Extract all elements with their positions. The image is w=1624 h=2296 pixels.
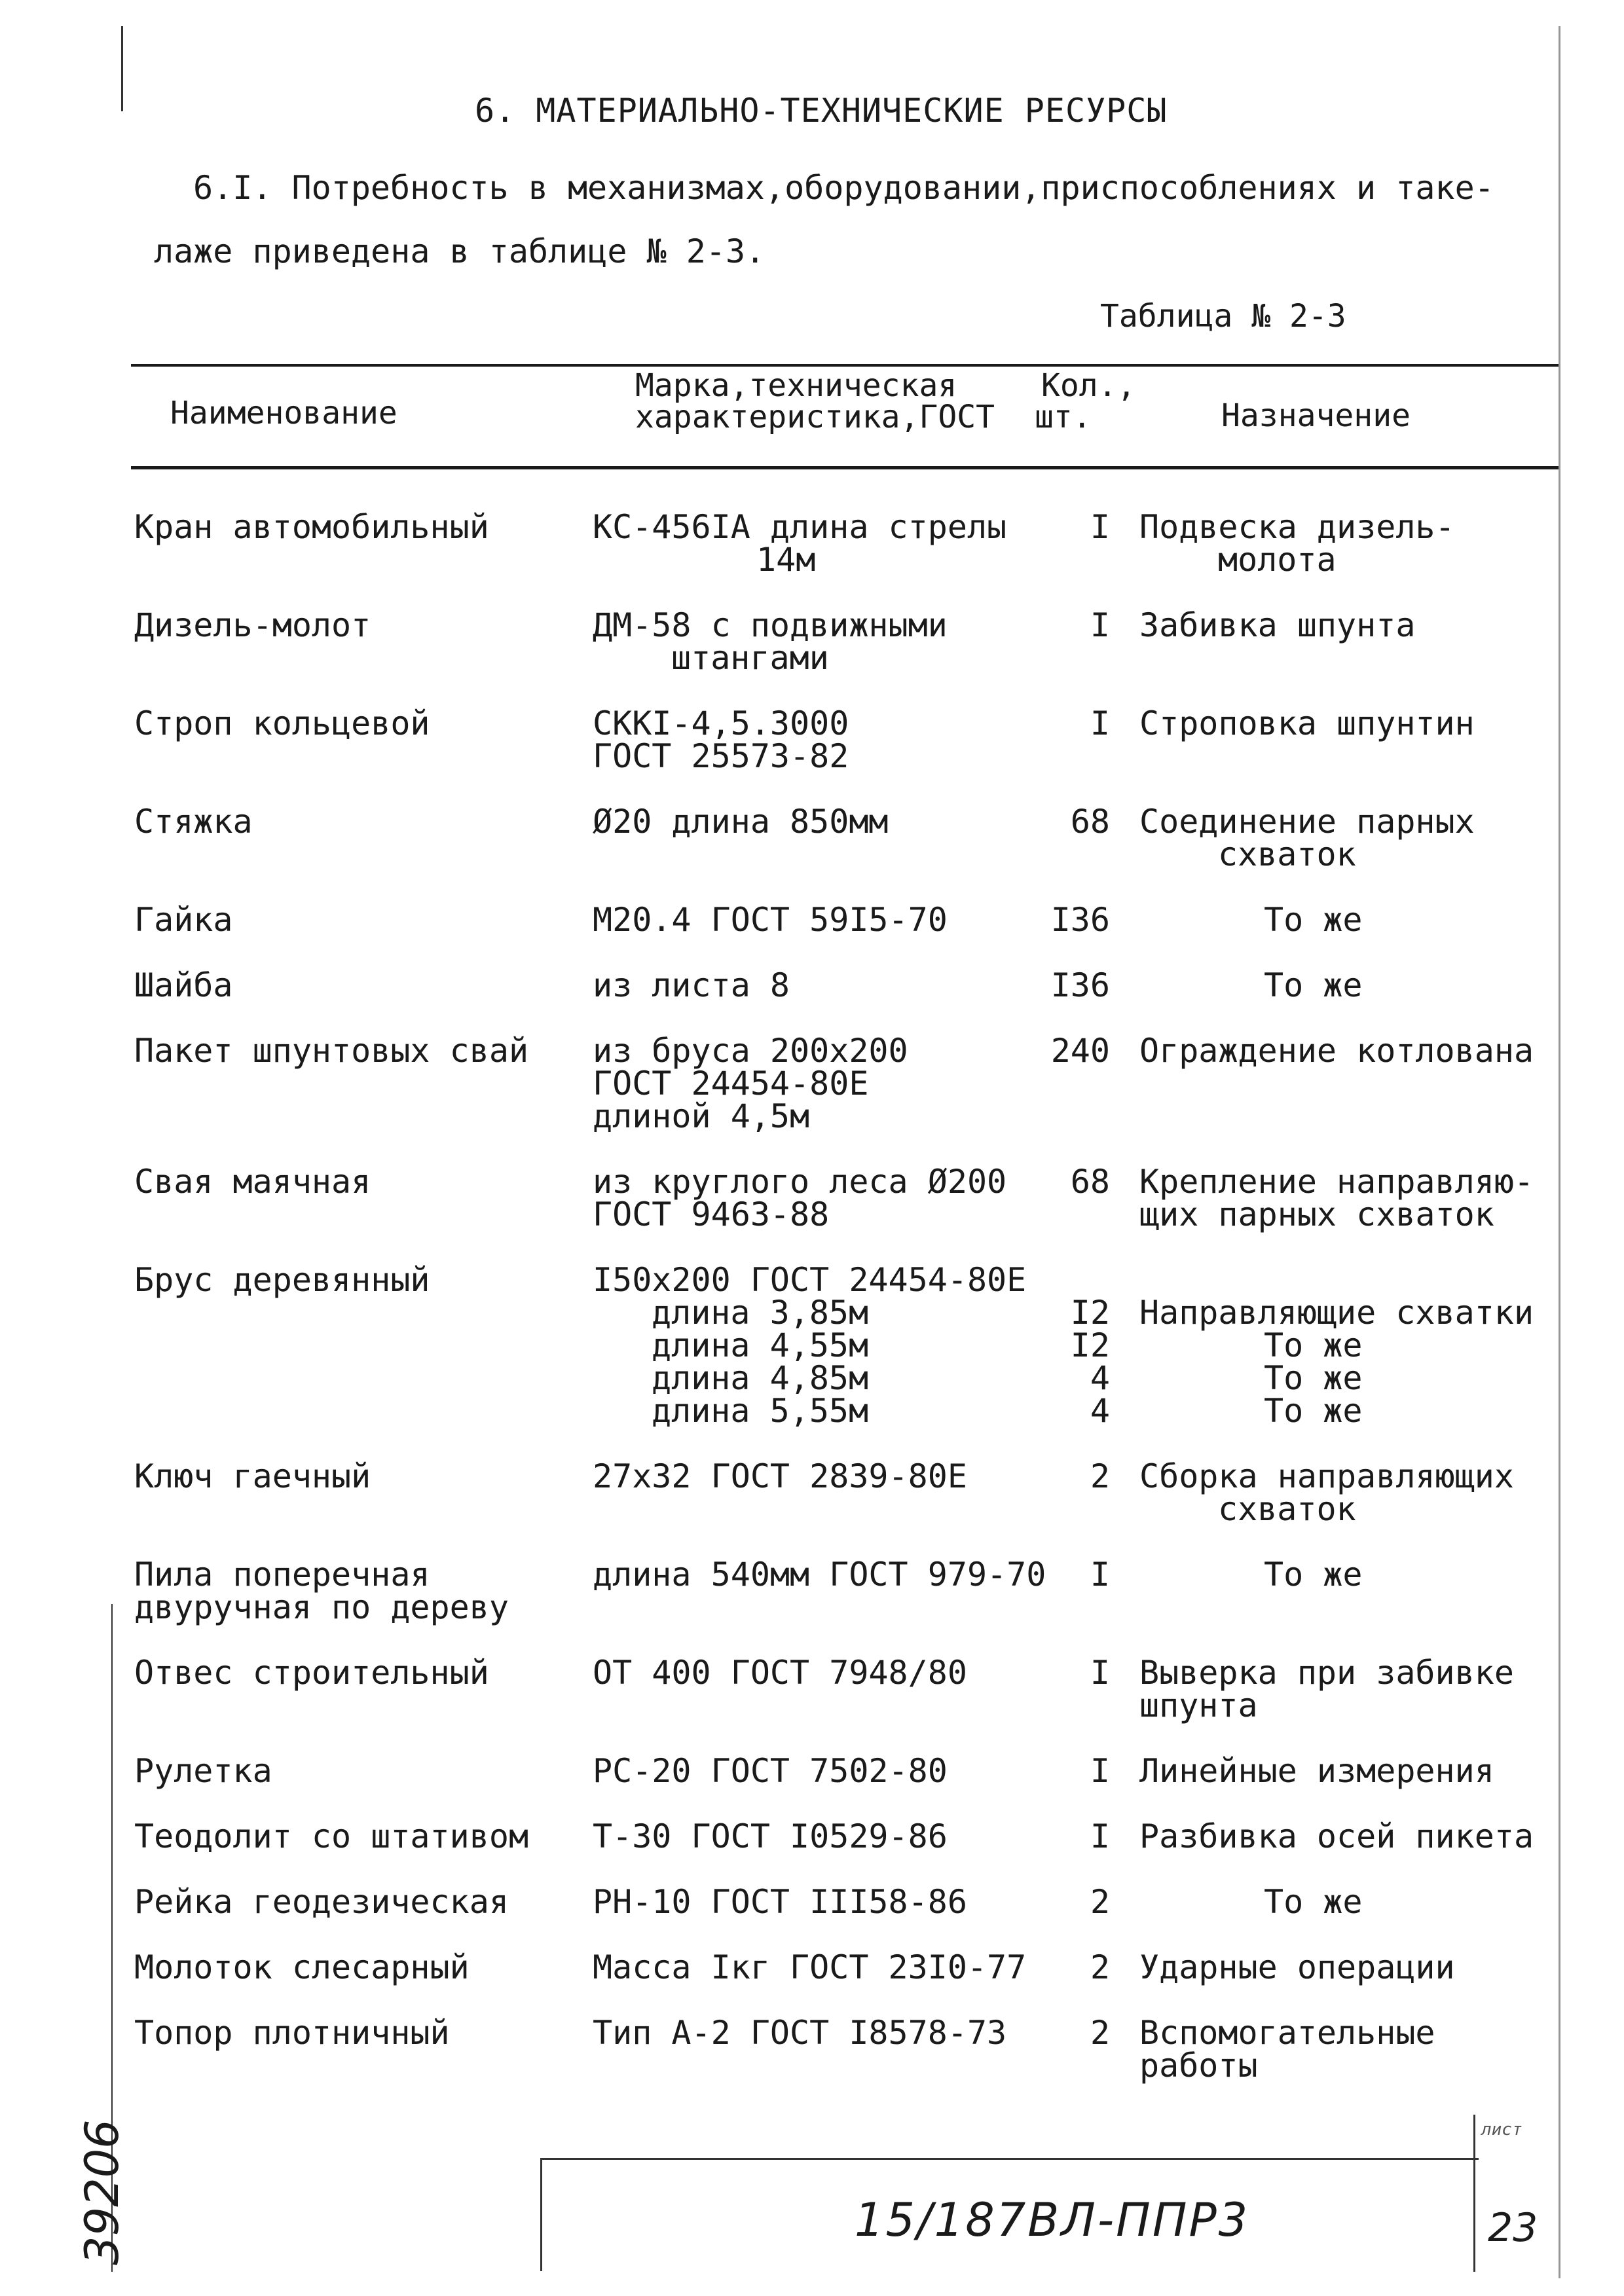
row-purpose-line: Сборка направляющих	[1139, 1457, 1514, 1495]
row-mark-line: длина 5,55м	[652, 1392, 869, 1430]
row-name	[134, 704, 430, 742]
row-mark	[593, 966, 790, 1004]
sheet-number: 23	[1488, 2205, 1538, 2251]
row-mark	[593, 704, 849, 775]
row-purpose-line: схваток	[1218, 1490, 1356, 1528]
row-mark	[593, 1034, 908, 1133]
row-qty-line: 240	[1050, 1032, 1110, 1070]
row-name	[134, 1558, 509, 1624]
row-qty	[1041, 508, 1110, 546]
row-purpose-line: То же	[1264, 1883, 1363, 1921]
row-purpose	[1139, 1457, 1514, 1528]
header-name: Наименование	[170, 395, 397, 431]
row-mark	[593, 1654, 967, 1692]
row-name	[134, 1883, 509, 1921]
row-name	[134, 508, 489, 546]
row-qty-line: I	[1090, 1817, 1110, 1855]
row-qty-line: I	[1090, 606, 1110, 644]
row-name-line: Ключ гаечный	[134, 1457, 371, 1495]
row-purpose-line: Строповка шпунтин	[1139, 704, 1475, 742]
row-mark	[593, 1165, 1006, 1231]
row-name-line: Свая маячная	[134, 1163, 371, 1201]
row-purpose-line: Направляющие схватки	[1139, 1294, 1534, 1332]
row-mark-line: ОТ 400 ГОСТ 7948/80	[593, 1654, 967, 1692]
row-purpose-line: щих парных схваток	[1139, 1195, 1494, 1233]
row-mark	[593, 1752, 948, 1790]
row-qty	[1041, 1163, 1110, 1201]
row-mark-line: I50х200 ГОСТ 24454-80Е	[593, 1261, 1027, 1299]
row-name	[134, 1261, 430, 1299]
row-purpose-line: Соединение парных	[1139, 803, 1475, 841]
row-mark	[593, 803, 889, 841]
row-mark	[593, 1261, 1027, 1430]
header-mark-line1: Марка,техническая	[635, 367, 957, 404]
row-qty-line: I	[1090, 1556, 1110, 1594]
document-code: 15/187ВЛ-ППР3	[855, 2193, 1250, 2247]
row-name	[134, 1817, 529, 1855]
row-name	[134, 901, 233, 939]
inventory-number: 39206	[75, 2119, 129, 2265]
row-qty-line: 2	[1090, 1883, 1110, 1921]
row-purpose-line: схваток	[1218, 835, 1356, 873]
row-purpose	[1139, 1656, 1514, 1722]
row-name-line: Топор плотничный	[134, 2014, 450, 2052]
row-name-line: Рейка геодезическая	[134, 1883, 509, 1921]
row-qty-line: I2	[1070, 1294, 1110, 1332]
row-mark	[593, 1883, 967, 1921]
row-name	[134, 1752, 272, 1790]
sheet-label: лист	[1481, 2120, 1522, 2140]
row-mark-line: Тип А-2 ГОСТ I8578-73	[593, 2014, 1007, 2052]
row-mark-line: Ø20 длина 850мм	[593, 803, 889, 841]
row-name-line: Кран автомобильный	[134, 508, 489, 546]
row-purpose-line: Ударные операции	[1139, 1948, 1455, 1986]
row-qty	[1041, 1752, 1110, 1790]
row-mark-line: длина 4,55м	[652, 1326, 869, 1364]
row-qty	[1041, 1654, 1110, 1692]
row-purpose-line: Разбивка осей пикета	[1139, 1817, 1534, 1855]
row-purpose-line: работы	[1139, 2047, 1258, 2085]
row-qty	[1041, 1948, 1110, 1986]
row-mark-line: из бруса 200х200	[593, 1032, 908, 1070]
row-purpose-line: Линейные измерения	[1139, 1752, 1494, 1790]
row-purpose-line: Выверка при забивке	[1139, 1654, 1514, 1692]
row-purpose-line: Забивка шпунта	[1139, 606, 1416, 644]
frame-left-line	[121, 26, 123, 111]
row-name-line: Пила поперечная	[134, 1556, 430, 1594]
row-mark-line: РС-20 ГОСТ 7502-80	[593, 1752, 948, 1790]
row-name-line: Брус деревянный	[134, 1261, 430, 1299]
row-purpose	[1139, 901, 1363, 939]
row-mark-line: из листа 8	[593, 966, 790, 1004]
row-purpose	[1139, 1264, 1534, 1430]
header-bottom-rule	[131, 466, 1559, 469]
section-title: 6. МАТЕРИАЛЬНО-ТЕХНИЧЕСКИЕ РЕСУРСЫ	[475, 92, 1168, 130]
header-qty-line2: шт.	[1035, 399, 1092, 435]
row-qty-line: I	[1090, 704, 1110, 742]
row-qty	[1041, 803, 1110, 841]
row-qty	[1041, 1817, 1110, 1855]
row-mark-line: ГОСТ 25573-82	[593, 737, 849, 775]
row-qty	[1041, 1883, 1110, 1921]
row-purpose-line: Подвеска дизель-	[1139, 508, 1455, 546]
row-mark	[593, 1556, 1046, 1594]
row-purpose-line: шпунта	[1139, 1686, 1258, 1724]
row-mark-line: КС-456IА длина стрелы	[593, 508, 1007, 546]
row-mark-line: РН-10 ГОСТ III58-86	[593, 1883, 967, 1921]
row-name-line: Пакет шпунтовых свай	[134, 1032, 529, 1070]
row-mark-line: длиной 4,5м	[593, 1097, 810, 1135]
row-purpose-line: Ограждение котлована	[1139, 1032, 1534, 1070]
row-purpose-line: Крепление направляю-	[1139, 1163, 1534, 1201]
row-mark-line: ГОСТ 24454-80Е	[593, 1065, 869, 1102]
row-qty	[1041, 1556, 1110, 1594]
row-qty-line: I	[1090, 1752, 1110, 1790]
row-mark-line: ДМ-58 с подвижными	[593, 606, 948, 644]
row-qty-line: I36	[1050, 966, 1110, 1004]
row-name	[134, 1032, 529, 1070]
row-mark	[593, 1457, 967, 1495]
row-purpose	[1139, 2014, 1435, 2085]
row-mark	[593, 2014, 1007, 2052]
header-mark-line2: характеристика,ГОСТ	[635, 399, 995, 435]
row-purpose-line: То же	[1264, 1326, 1363, 1364]
row-name	[134, 1457, 371, 1495]
row-mark-line: длина 4,85м	[652, 1359, 869, 1397]
row-name	[134, 966, 233, 1004]
header-purpose: Назначение	[1221, 397, 1411, 434]
row-purpose	[1139, 1556, 1363, 1594]
row-mark-line: штангами	[671, 639, 829, 677]
row-purpose-line: То же	[1264, 966, 1363, 1004]
row-purpose	[1139, 966, 1363, 1004]
paragraph-line-1: 6.I. Потребность в механизмах,оборудовании,приспособлениях и таке-	[193, 169, 1494, 207]
row-purpose-line: молота	[1218, 541, 1337, 579]
row-purpose-line: Вспомогательные	[1139, 2014, 1435, 2052]
row-mark-line: из круглого леса Ø200	[593, 1163, 1007, 1201]
row-qty	[1041, 1457, 1110, 1495]
row-name-line: Отвес строительный	[134, 1654, 489, 1692]
row-qty	[1041, 1032, 1110, 1070]
row-qty	[1041, 1264, 1110, 1430]
row-purpose	[1139, 1883, 1363, 1921]
row-name-line: Гайка	[134, 901, 233, 939]
row-mark-line: 27х32 ГОСТ 2839-80Е	[593, 1457, 967, 1495]
row-qty	[1041, 901, 1110, 939]
row-purpose	[1139, 704, 1475, 742]
row-qty	[1041, 606, 1110, 644]
row-name-line: Шайба	[134, 966, 233, 1004]
row-mark	[593, 1817, 948, 1855]
row-mark-line: СККI-4,5.3000	[593, 704, 849, 742]
frame-right-line	[1559, 26, 1560, 2278]
row-mark-line: Масса Iкг ГОСТ 23I0-77	[593, 1948, 1027, 1986]
row-mark-line: Т-30 ГОСТ I0529-86	[593, 1817, 948, 1855]
row-purpose	[1139, 508, 1455, 579]
row-name-line: Рулетка	[134, 1752, 272, 1790]
row-qty-line: 4	[1090, 1359, 1110, 1397]
row-qty-line: 68	[1070, 1163, 1110, 1201]
row-name-line: Теодолит со штативом	[134, 1817, 529, 1855]
row-name-line: Строп кольцевой	[134, 704, 430, 742]
row-name	[134, 803, 253, 841]
row-qty-line: 4	[1090, 1392, 1110, 1430]
row-qty-line: 68	[1070, 803, 1110, 841]
row-purpose	[1139, 1948, 1455, 1986]
row-name	[134, 1163, 371, 1201]
header-qty-line1: Кол.,	[1041, 367, 1136, 404]
row-qty-line: I	[1090, 508, 1110, 546]
row-qty-line: 2	[1090, 1948, 1110, 1986]
row-qty-line	[1041, 1264, 1110, 1296]
row-mark-line: длина 540мм ГОСТ 979-70	[593, 1556, 1046, 1594]
table-top-rule	[131, 364, 1559, 367]
row-purpose	[1139, 1752, 1494, 1790]
row-mark-line: М20.4 ГОСТ 59I5-70	[593, 901, 948, 939]
row-purpose	[1139, 1165, 1534, 1231]
row-name-line: Дизель-молот	[134, 606, 371, 644]
row-purpose-line: То же	[1264, 901, 1363, 939]
row-mark	[593, 508, 1007, 579]
row-mark	[593, 1948, 1027, 1986]
row-purpose	[1139, 805, 1475, 871]
row-mark-line: длина 3,85м	[652, 1294, 869, 1332]
row-qty	[1041, 966, 1110, 1004]
row-qty-line: I36	[1050, 901, 1110, 939]
row-purpose	[1139, 1817, 1534, 1855]
row-name	[134, 2014, 450, 2052]
row-purpose-line: То же	[1264, 1359, 1363, 1397]
row-qty-line: I	[1090, 1654, 1110, 1692]
row-name	[134, 1948, 470, 1986]
row-qty-line: I2	[1070, 1326, 1110, 1364]
row-qty	[1041, 2014, 1110, 2052]
row-purpose	[1139, 1032, 1534, 1070]
row-mark	[593, 606, 948, 677]
row-qty	[1041, 704, 1110, 742]
row-name-line: двуручная по дереву	[134, 1588, 509, 1626]
row-qty-line: 2	[1090, 1457, 1110, 1495]
row-mark-line: 14м	[756, 541, 816, 579]
row-purpose-line	[1139, 1264, 1534, 1296]
row-name-line: Молоток слесарный	[134, 1948, 470, 1986]
row-purpose-line: То же	[1264, 1556, 1363, 1594]
row-name	[134, 1654, 489, 1692]
row-purpose	[1139, 606, 1416, 644]
row-mark-line: ГОСТ 9463-88	[593, 1195, 830, 1233]
row-name	[134, 606, 371, 644]
row-mark	[593, 901, 948, 939]
row-purpose-line: То же	[1264, 1392, 1363, 1430]
paragraph-line-2: лаже приведена в таблице № 2-3.	[154, 232, 766, 270]
row-qty-line: 2	[1090, 2014, 1110, 2052]
table-label: Таблица № 2-3	[1100, 298, 1346, 335]
row-name-line: Стяжка	[134, 803, 253, 841]
